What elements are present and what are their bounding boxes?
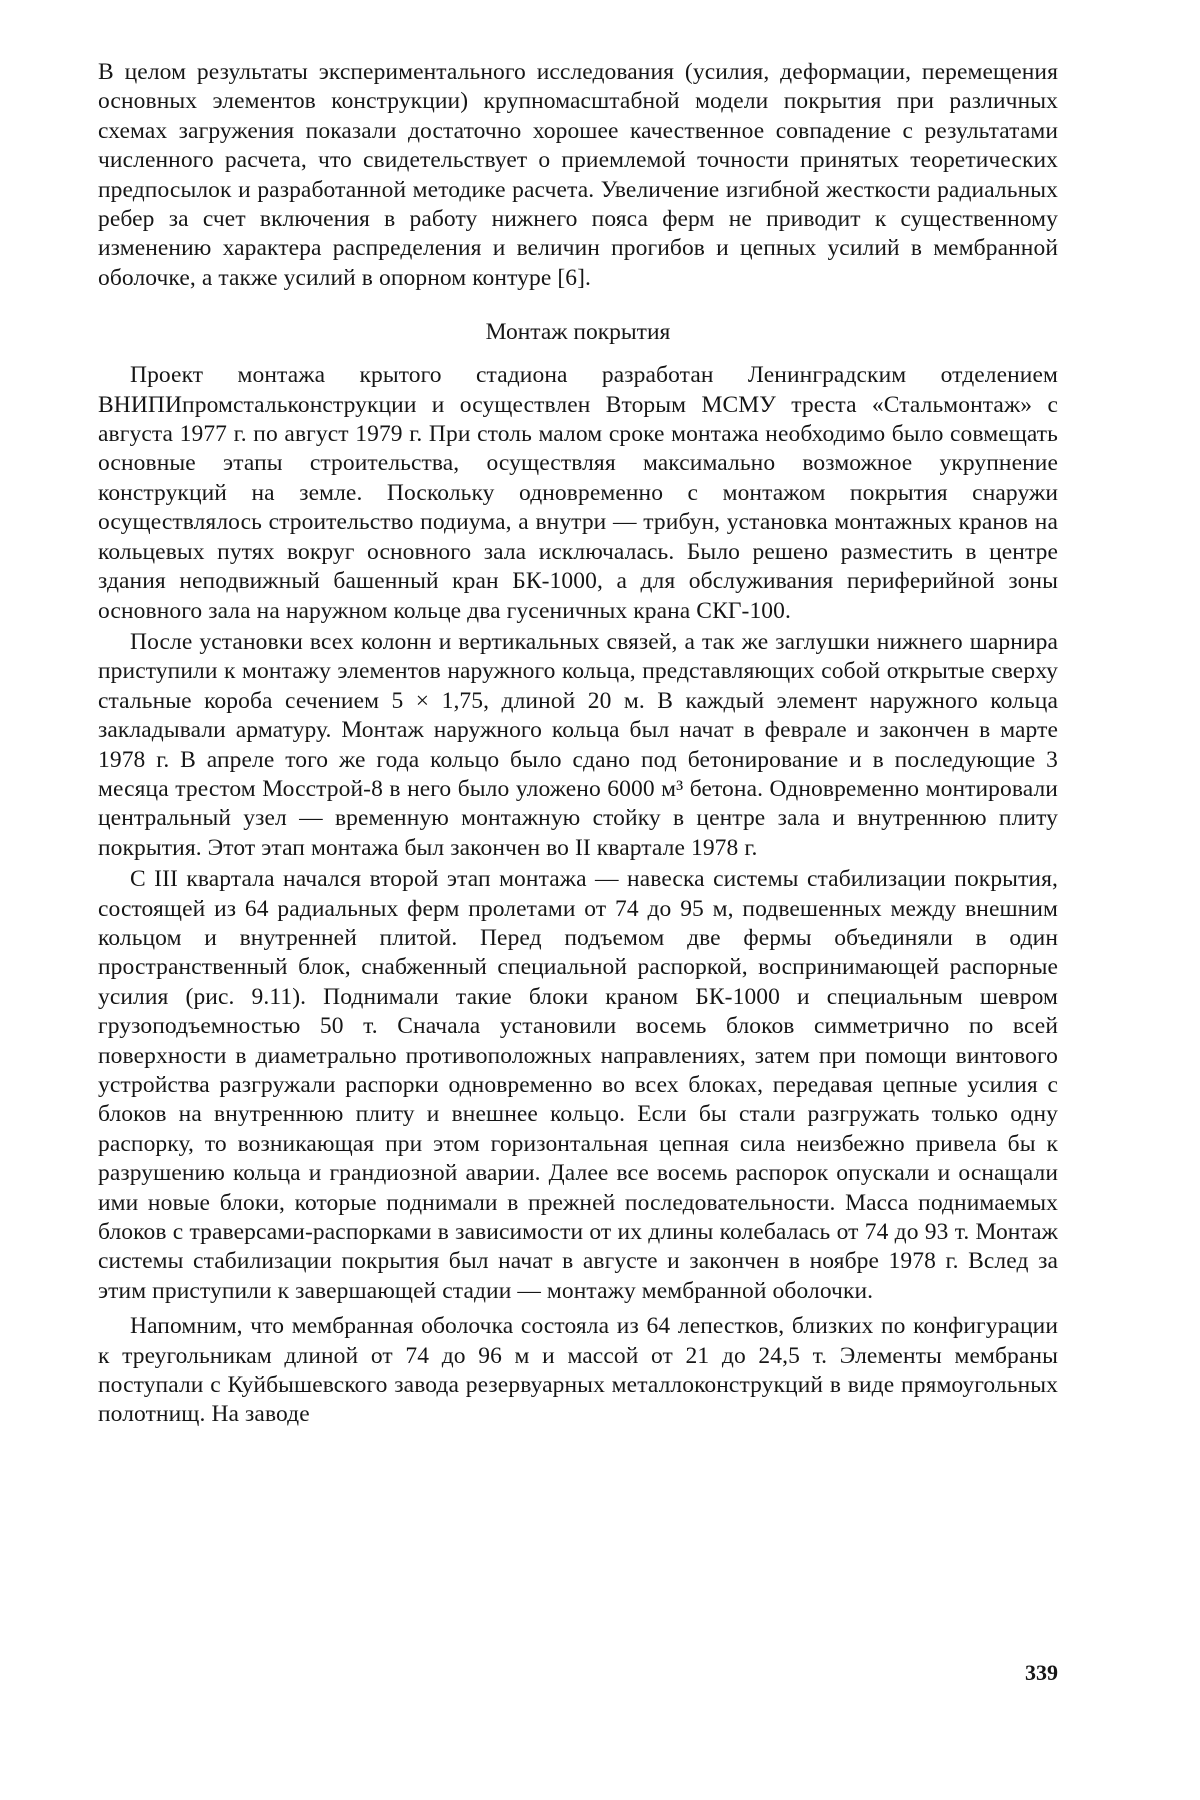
body-paragraph-2: Проект монтажа крытого стадиона разработан Ленинградским отделением ВНИПИпромстальконструкции и осуществлен Вторым МСМУ треста «Стальмонтаж» с августа 1977 г. по август 1979 г. При столь малом сроке монтажа необходимо было совмещать основные этапы строительства, осуществляя максимально возможное укрупнение конструкций на земле. Поскольку одновременно с монтажом покрытия снаружи осуществлялось строительство подиума, а внутри — трибун, установка монтажных кранов на кольцевых путях вокруг основного зала исключалась. Было решено разместить в центре здания неподвижный башенный кран БК-1000, а для обслуживания периферийной зоны основного зала на наружном кольце два гусеничных крана СКГ-100. [98, 362, 1058, 624]
body-paragraph-4: С III квартала начался второй этап монтажа — навеска системы стабилизации покрытия, состоящей из 64 радиальных ферм пролетами от 74 до 95 м, подвешенных между внешним кольцом и внутренней плитой. Перед подъемом две фермы объединяли в один пространственный блок, снабженный специальной распоркой, воспринимающей распорные усилия (рис. 9.11). Поднимали такие блоки краном БК-1000 и специальным шевром грузоподъемностью 50 т. Сначала установили восемь блоков симметрично по всей поверхности в диаметрально противоположных направлениях, затем при помощи винтового устройства разгружали распорки одновременно во всех блоках, передавая цепные усилия с блоков на внутреннюю плиту и внешнее кольцо. Если бы стали разгружать только одну распорку, то возникающая при этом горизонтальная цепная сила неизбежно привела бы к разрушению кольца и грандиозной аварии. Далее все восемь распорок опускали и оснащали ими новые блоки, которые поднимали в прежней последовательности. Масса поднимаемых блоков с траверсами-распорками в зависимости от их длины колебалась от 74 до 93 т. Монтаж системы стабилизации покрытия был начат в августе и закончен в ноябре 1978 г. Вслед за этим приступили к завершающей стадии — монтажу мембранной оболочки. [98, 866, 1058, 1304]
body-paragraph-5: Напомним, что мембранная оболочка состояла из 64 лепестков, близких по конфигурации к треугольникам длиной от 74 до 96 м и массой от 21 до 24,5 т. Элементы мембраны поступали с Куйбышевского завода резервуарных металлоконструкций в виде прямоугольных полотнищ. На заводе [98, 1313, 1058, 1428]
body-paragraph-1: В целом результаты экспериментального исследования (усилия, деформации, перемещения основных элементов конструкции) крупномасштабной модели покрытия при различных схемах загружения показали достаточно хорошее качественное совпадение с результатами численного расчета, что свидетельствует о приемлемой точности принятых теоретических предпосылок и разработанной методике расчета. Увеличение изгибной жесткости радиальных ребер за счет включения в работу нижнего пояса ферм не приводит к существенному изменению характера распределения и величин прогибов и цепных усилий в мембранной оболочке, а также усилий в опорном контуре [6]. [98, 59, 1058, 291]
section-heading: Монтаж покрытия [485, 319, 671, 346]
body-paragraph-3: После установки всех колонн и вертикальных связей, а так же заглушки нижнего шарнира приступили к монтажу элементов наружного кольца, представляющих собой открытые сверху стальные короба сечением 5 × 1,75, длиной 20 м. В каждый элемент наружного кольца закладывали арматуру. Монтаж наружного кольца был начат в феврале и закончен в марте 1978 г. В апреле того же года кольцо было сдано под бетонирование и в последующие 3 месяца трестом Мосстрой-8 в него было уложено 6000 м³ бетона. Одновременно монтировали центральный узел — временную монтажную стойку в центре зала и внутреннюю плиту покрытия. Этот этап монтажа был закончен во II квартале 1978 г. [98, 628, 1058, 861]
document-page [98, 58, 1058, 1758]
page-number: 339 [1025, 1660, 1058, 1685]
